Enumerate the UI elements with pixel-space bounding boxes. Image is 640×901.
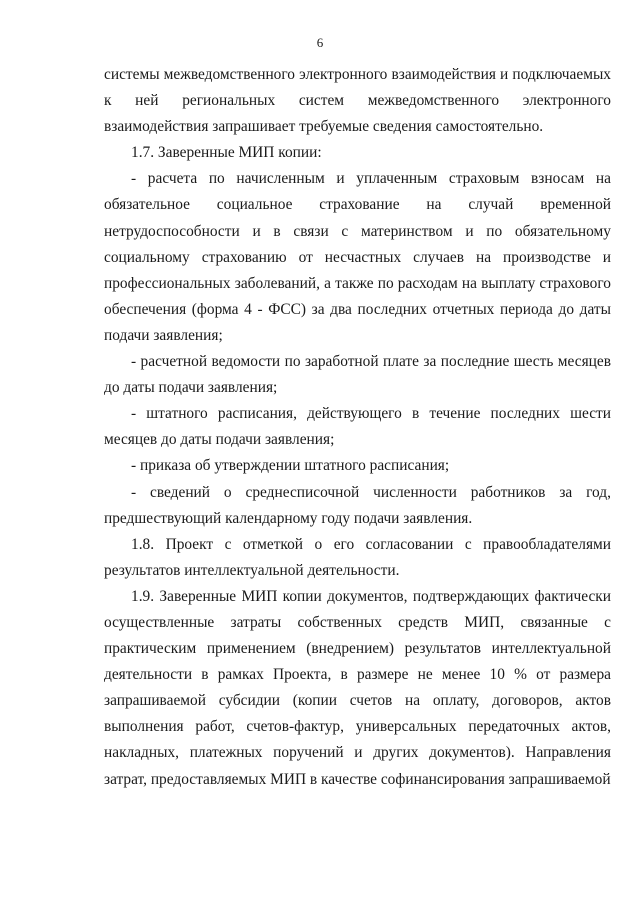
paragraph-continuation: системы межведомственного электронного взаимодействия и подключаемых к ней региональных систем межведомственного электронного взаимодействия запрашивает требуемые сведения самостоятельно. xyxy=(104,66,611,136)
paragraph-fss-calculation: - расчета по начисленным и уплаченным страховым взносам на обязательное социальное страхование на случай временной нетрудоспособности и в связи с материнством и по обязательному социальному страхованию от несчастных случаев на производстве и профессиональных заболеваний, а также по расходам на выплату страхового обеспечения (форма 4 - ФСС) за два последних отчетных периода до даты подачи заявления; xyxy=(104,170,611,344)
page-number: 6 xyxy=(316,35,324,50)
paragraph-item-1-9: 1.9. Заверенные МИП копии документов, подтверждающих фактически осуществленные затраты собственных средств МИП, связанные с практическим применением (внедрением) результатов интеллектуальной деятельности в рамках Проекта, в размере не менее 10 % от размера запрашиваемой субсидии (копии счетов на оплату, договоров, актов выполнения работ, счетов-фактур, универсальных передаточных актов, накладных, платежных поручений и других документов). Направления затрат, предоставляемых МИП в качестве софинансирования запрашиваемой xyxy=(104,587,611,788)
paragraph-staff-order: - приказа об утверждении штатного расписания; xyxy=(131,457,450,475)
paragraph-payroll-statement: - расчетной ведомости по заработной плате за последние шесть месяцев до даты подачи заявления; xyxy=(104,353,611,397)
paragraph-item-1-8: 1.8. Проект с отметкой о его согласовании с правообладателями результатов интеллектуальной деятельности. xyxy=(104,535,611,579)
paragraph-headcount: - сведений о среднесписочной численности работников за год, предшествующий календарному году подачи заявления. xyxy=(104,483,611,527)
paragraph-item-1-7: 1.7. Заверенные МИП копии: xyxy=(131,144,322,162)
document-body xyxy=(104,62,611,793)
paragraph-staff-schedule: - штатного расписания, действующего в течение последних шести месяцев до даты подачи заявления; xyxy=(104,405,611,449)
